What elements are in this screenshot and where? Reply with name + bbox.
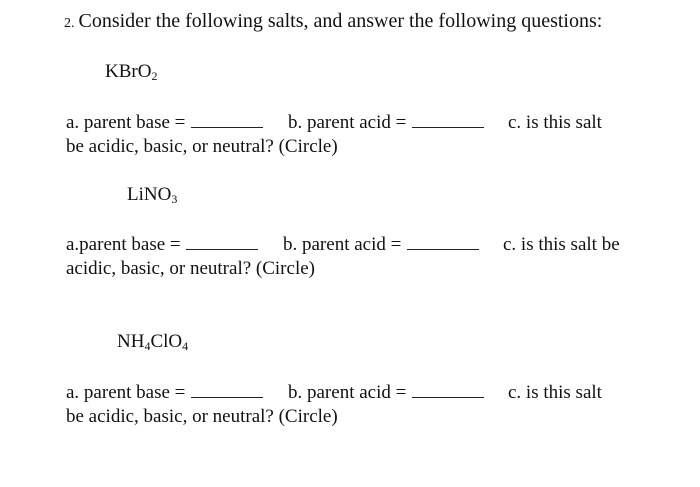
salt-1-question-a <box>66 112 264 134</box>
salt-formula-kbro2 <box>105 61 157 83</box>
parent-base-label: a. parent base = <box>66 112 186 133</box>
salt-2-question-a <box>66 234 259 256</box>
parent-acid-blank[interactable] <box>412 396 484 398</box>
salt-formula-lino3 <box>127 184 177 206</box>
formula-subscript: 4 <box>182 339 189 353</box>
parent-acid-blank[interactable] <box>412 126 484 128</box>
salt-2-question-c: c. is this salt be <box>503 234 620 255</box>
parent-acid-label: b. parent acid = <box>283 234 402 255</box>
formula-text: ClO <box>150 331 183 352</box>
formula-text: LiNO <box>127 184 172 205</box>
parent-base-label: a.parent base = <box>66 234 181 255</box>
salt-3-question-b <box>288 382 485 404</box>
salt-2-question-c-continuation: acidic, basic, or neutral? (Circle) <box>66 258 315 279</box>
parent-base-blank[interactable] <box>191 126 263 128</box>
salt-1-question-c: c. is this salt <box>508 112 602 133</box>
formula-text: NH <box>117 331 145 352</box>
parent-base-label: a. parent base = <box>66 382 186 403</box>
parent-acid-label: b. parent acid = <box>288 112 407 133</box>
formula-text: KBrO <box>105 61 152 82</box>
question-prompt: Consider the following salts, and answer the following questions: <box>78 10 603 32</box>
salt-2-question-b <box>283 234 480 256</box>
question-number: 2. <box>64 16 75 31</box>
parent-base-blank[interactable] <box>186 248 258 250</box>
salt-formula-nh4clo4 <box>117 331 188 353</box>
parent-base-blank[interactable] <box>191 396 263 398</box>
formula-subscript: 4 <box>144 339 151 353</box>
formula-subscript: 2 <box>151 69 158 83</box>
salt-3-question-c-continuation: be acidic, basic, or neutral? (Circle) <box>66 406 338 427</box>
parent-acid-blank[interactable] <box>407 248 479 250</box>
question-header <box>64 10 602 33</box>
salt-1-question-b <box>288 112 485 134</box>
formula-subscript: 3 <box>171 192 178 206</box>
salt-3-question-c: c. is this salt <box>508 382 602 403</box>
salt-3-question-a <box>66 382 264 404</box>
parent-acid-label: b. parent acid = <box>288 382 407 403</box>
salt-1-question-c-continuation: be acidic, basic, or neutral? (Circle) <box>66 136 338 157</box>
